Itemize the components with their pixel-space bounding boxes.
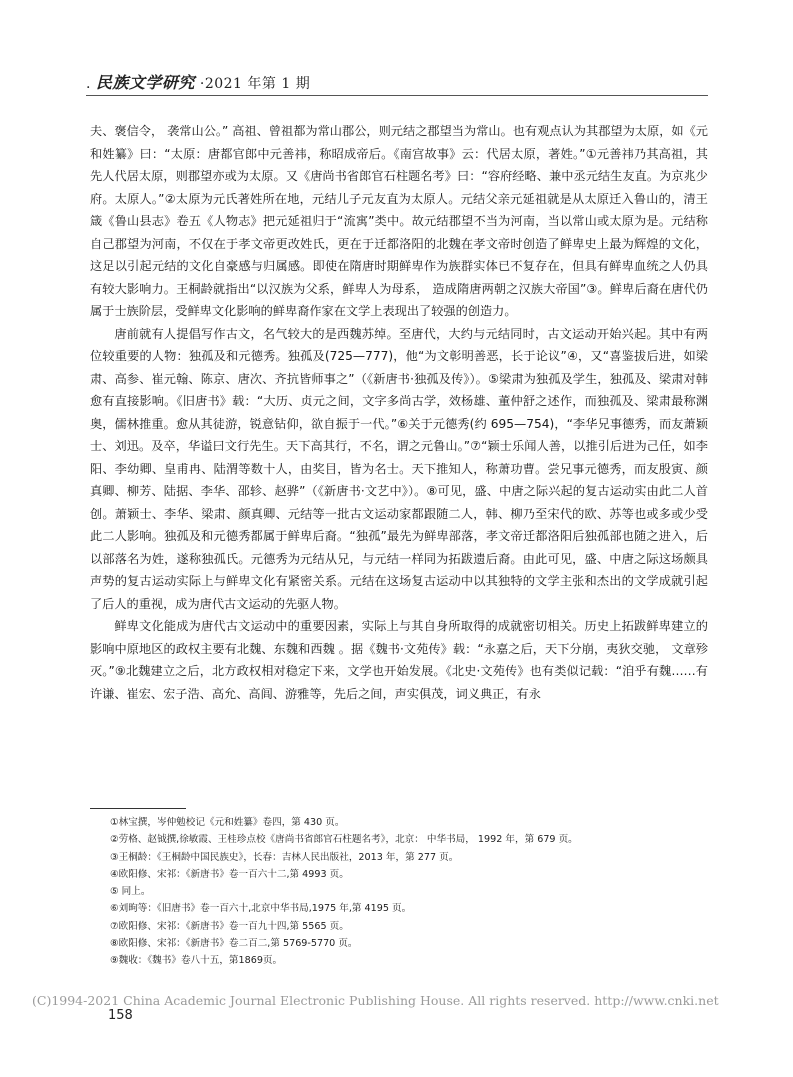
header-dot: . (86, 76, 91, 92)
footnote: ⑧欧阳修、宋祁：《新唐书》卷二百二,第 5769-5770 页。 (110, 938, 358, 950)
article-body (90, 120, 708, 705)
footnote: ⑦欧阳修、宋祁：《新唐书》卷一百九十四,第 5565 页。 (110, 920, 349, 932)
footnote: ⑨魏收：《魏书》卷八十五，第1869页。 (110, 955, 283, 967)
copyright-notice: (C)1994-2021 China Academic Journal Electronic Publishing House. All rights reserved. http://www.cnki.net (32, 993, 719, 1008)
footnote-rule (90, 808, 186, 809)
body-paragraph: 鲜卑文化能成为唐代古文运动中的重要因素，实际上与其自身所取得的成就密切相关。历史上拓跋鲜卑建立的影响中原地区的政权主要有北魏、东魏和西魏 。据《魏书·文苑传》载：“永嘉之后，天下分崩，夷狄交驰， 文章殄灭。”⑨北魏建立之后，北方政权相对稳定下来，文学也开始发展。《北史·文苑传》也有类似记载：“洎乎有魏……有许谦、崔宏、宏子浩、高允、高闾、游雅等，先后之间，声实俱茂，词义典正，有永 (90, 619, 708, 701)
body-paragraph: 夫、褒信令， 袭常山公。” 高祖、曾祖都为常山郡公，则元结之郡望当为常山。也有观点认为其郡望为太原，如《元和姓纂》曰：“太原：唐都官郎中元善祎，称昭成帝后。《南宫故事》云：代居太原，著姓。”①元善祎乃其高祖，其先人代居太原，则郡望亦或为太原。又《唐尚书省郎官石柱题名考》曰：“容府经略、兼中丞元结生友直。为京兆少府。太原人。”②太原为元氏著姓所在地，元结儿子元友直为太原人。元结父亲元延祖就是从太原迁入鲁山的，清王箴《鲁山县志》卷五《人物志》把元延祖归于“流寓”类中。故元结郡望不当为河南，当以常山或太原为是。元结称自己郡望为河南，不仅在于孝文帝更改姓氏，更在于迁都洛阳的北魏在孝文帝时创造了鲜卑史上最为辉煌的文化，这足以引起元结的文化自豪感与归属感。即使在隋唐时期鲜卑作为族群实体已不复存在，但具有鲜卑血统之人仍具有较大影响力。王桐龄就指出“以汉族为父系，鲜卑人为母系， 造成隋唐两朝之汉族大帝国”③。鲜卑后裔在唐代仍属于士族阶层，受鲜卑文化影响的鲜卑裔作家在文学上表现出了较强的创造力。 (90, 124, 708, 318)
footnote: ⑤ 同上。 (110, 886, 151, 898)
footnote: ⑥刘昫等：《旧唐书》卷一百六十,北京中华书局,1975 年,第 4195 页。 (110, 903, 412, 915)
header-rule (86, 95, 708, 96)
page-number: 158 (108, 1008, 133, 1023)
footnotes (110, 814, 700, 970)
running-header (86, 70, 310, 93)
footnote: ④欧阳修、宋祁：《新唐书》卷一百六十二,第 4993 页。 (110, 868, 349, 880)
footnote: ②劳格、赵钺撰,徐敏霞、王桂珍点校《唐尚书省郎官石柱题名考》，北京： 中华书局， 1992 年，第 679 页。 (110, 834, 578, 846)
issue-info: ·2021 年第 1 期 (199, 76, 311, 92)
footnote: ③王桐龄：《王桐龄中国民族史》，长春：吉林人民出版社，2013 年，第 277 页。 (110, 851, 459, 863)
body-paragraph: 唐前就有人提倡写作古文，名气较大的是西魏苏绰。至唐代，大约与元结同时，古文运动开始兴起。其中有两位较重要的人物：独孤及和元德秀。独孤及(725—777)，他“为文彰明善恶，长于论议”④，又“喜鉴拔后进，如梁肃、高参、崔元翰、陈京、唐次、齐抗皆师事之”（《新唐书·独孤及传》）。⑤梁肃为独孤及学生，独孤及、梁肃对韩愈有直接影响。《旧唐书》载：“大历、贞元之间，文字多尚古学，效杨雄、董仲舒之述作，而独孤及、梁肃最称渊奥，儒林推重。愈从其徒游，锐意钻仰，欲自振于一代。”⑥关于元德秀(约 695—754)，“李华兄事德秀，而友萧颖士、刘迅。及卒，华谥曰文行先生。天下高其行，不名，谓之元鲁山。”⑦“颖士乐闻人善，以推引后进为己任，如李阳、李幼卿、皇甫冉、陆渭等数十人，由奖目，皆为名士。天下推知人，称萧功曹。尝兄事元德秀，而友殷寅、颜真卿、柳芳、陆据、李华、邵轸、赵骅”（《新唐书·文艺中》）。⑧可见，盛、中唐之际兴起的复古运动实由此二人首创。萧颖士、李华、梁肃、颜真卿、元结等一批古文运动家都跟随二人，韩、柳乃至宋代的欧、苏等也或多或少受此二人影响。独孤及和元德秀都属于鲜卑后裔。“独孤”最先为鲜卑部落，孝文帝迁都洛阳后独孤部也随之进入，后以部落名为姓，遂称独孤氏。元德秀为元结从兄，与元结一样同为拓跋遗后裔。由此可见，盛、中唐之际这场颇具声势的复古运动实际上与鲜卑文化有紧密关系。元结在这场复古运动中以其独特的文学主张和杰出的文学成就引起了后人的重视，成为唐代古文运动的先驱人物。 (90, 326, 708, 611)
journal-title: 民族文学研究 (95, 73, 195, 92)
footnote: ①林宝撰，岑仲勉校记《元和姓纂》卷四，第 430 页。 (110, 817, 345, 828)
